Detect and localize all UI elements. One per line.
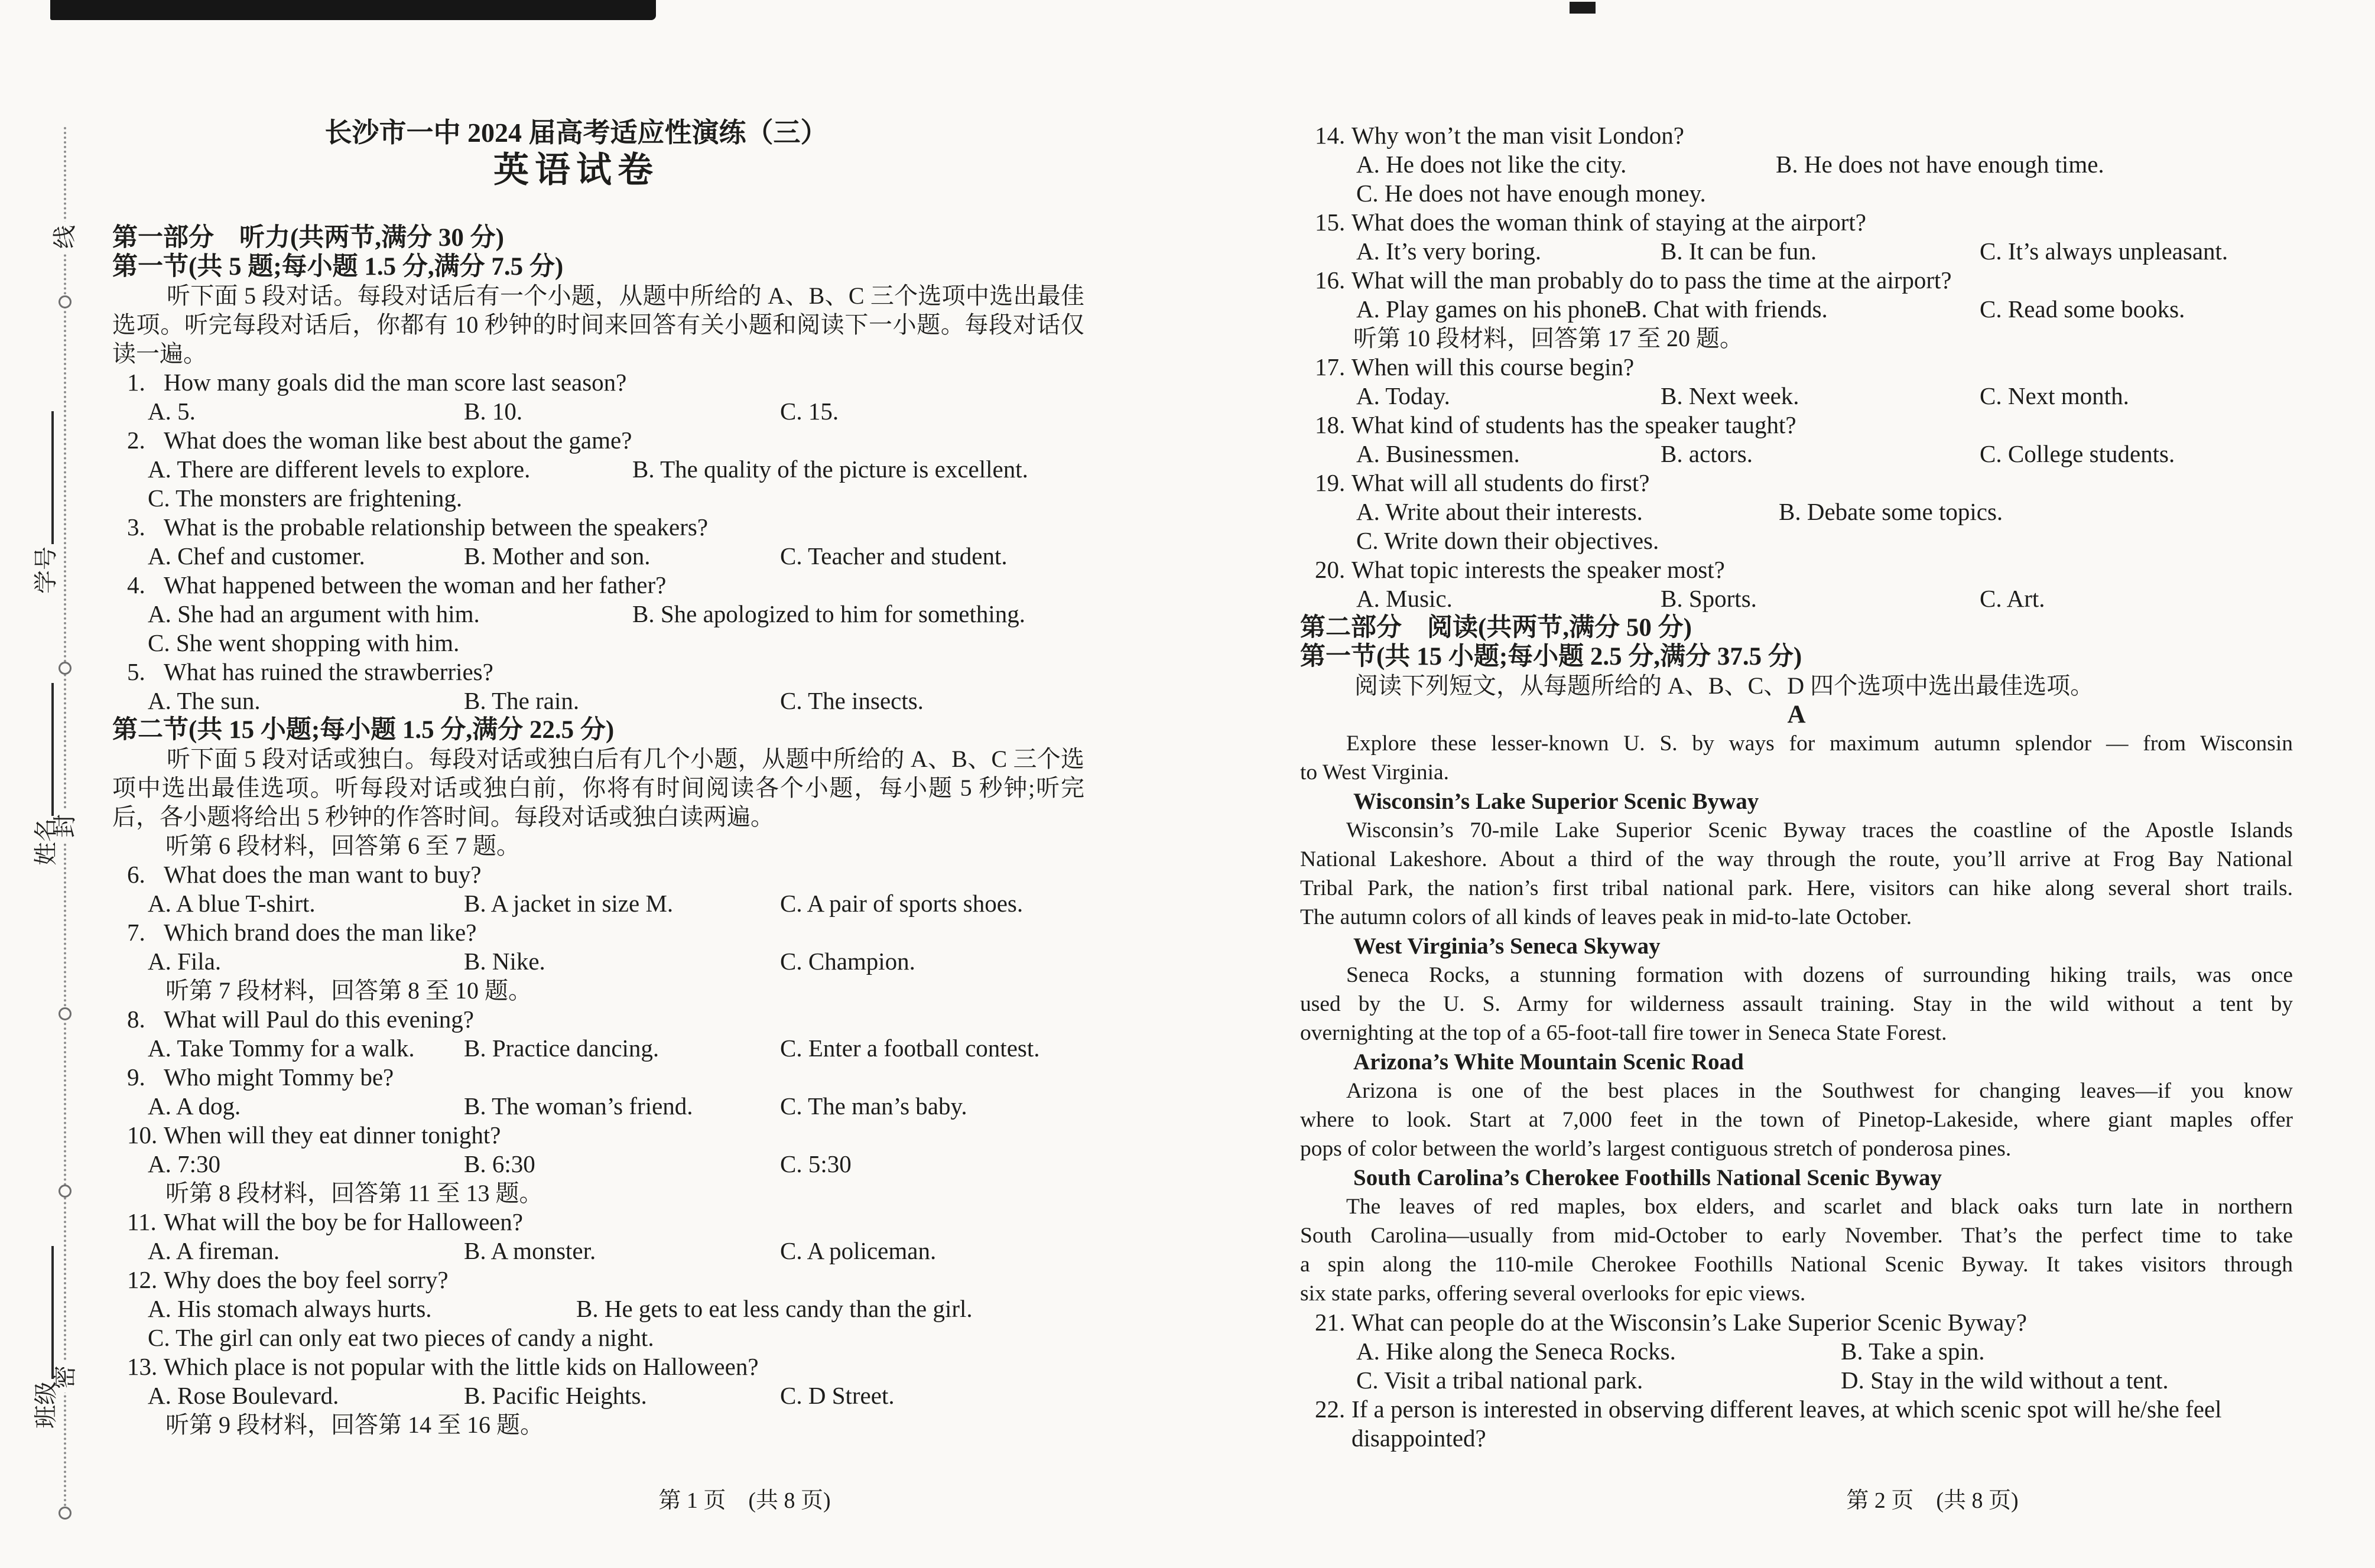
question-line	[112, 368, 1084, 397]
margin-label-text: 班级	[33, 1381, 59, 1429]
section-heading: 第二节(共 15 小题;每小题 1.5 分,满分 22.5 分)	[112, 716, 615, 744]
option: C. The insects.	[780, 687, 924, 714]
question-line	[112, 658, 1084, 687]
passage-heading: Wisconsin’s Lake Superior Scenic Byway	[1353, 789, 1759, 814]
option: A. Write about their interests.	[1356, 498, 1643, 525]
option: A. Play games on his phone.	[1356, 295, 1633, 323]
listening-cue: 听第 8 段材料，回答第 11 至 13 题。	[165, 1180, 543, 1206]
options-row	[112, 629, 1084, 658]
exam-session-title: 长沙市一中 2024 届高考适应性演练（三）	[324, 118, 828, 148]
option: C. A pair of sports shoes.	[780, 890, 1024, 917]
question-text: What will Paul do this evening?	[164, 1006, 474, 1033]
option: B. A jacket in size M.	[464, 890, 674, 917]
question-text: Why won’t the man visit London?	[1351, 122, 1684, 149]
question-text: Who might Tommy be?	[164, 1063, 394, 1091]
passage-line: six state parks, offering several overlooks for epic views.	[1300, 1281, 1806, 1306]
options-row	[112, 1237, 1084, 1266]
page-1-footer: 第 1 页 (共 8 页)	[658, 1488, 831, 1513]
question-text: Why does the boy feel sorry?	[164, 1266, 449, 1293]
option: C. 5:30	[780, 1150, 852, 1177]
instruction-line: 后，各小题将给出 5 秒钟的作答时间。每段对话或独白读两遍。	[112, 803, 774, 830]
question-text: What will the man probably do to pass the time at the airport?	[1351, 266, 1952, 294]
question-number: 11.	[127, 1208, 157, 1235]
question-number: 14.	[1315, 122, 1346, 149]
margin-blank-underline	[28, 683, 54, 816]
question-line	[1300, 266, 2293, 295]
options-row	[1300, 1366, 2293, 1395]
option: B. Mother and son.	[464, 542, 651, 570]
section-heading: 第一节(共 5 题;每小题 1.5 分,满分 7.5 分)	[112, 253, 564, 281]
question-text: Which place is not popular with the little kids on Halloween?	[164, 1353, 759, 1380]
option: B. Debate some topics.	[1779, 498, 2003, 525]
options-row	[112, 600, 1084, 629]
passage-label-a: A	[1787, 701, 1806, 728]
margin-label-name	[27, 683, 61, 866]
options-row	[112, 687, 1084, 715]
options-row	[112, 484, 1084, 513]
passage-line: pops of color between the world’s largest contiguous stretch of ponderosa pines.	[1300, 1137, 2012, 1161]
option: C. College students.	[1980, 440, 2175, 467]
question-line	[1300, 353, 2293, 382]
question-text: If a person is interested in observing different leaves, at which scenic spot will he/she feel	[1351, 1395, 2222, 1423]
question-number: 22.	[1315, 1395, 1346, 1423]
instruction-line: 项中选出最佳选项。听每段对话或独白前，你将有时间阅读各个小题，每小题 5 秒钟;听完	[112, 775, 1084, 801]
instruction-line: 阅读下列短文，从每题所给的 A、B、C、D 四个选项中选出最佳选项。	[1354, 672, 2094, 699]
seal-char-mi: 密	[50, 1362, 80, 1393]
question-number: 7.	[127, 919, 145, 946]
instruction-line: 选项。听完每段对话后，你都有 10 秒钟的时间来回答有关小题和阅读下一小题。每段对话仅	[112, 311, 1084, 338]
question-line	[1300, 555, 2293, 584]
options-row	[112, 947, 1084, 976]
option: B. Sports.	[1661, 585, 1757, 612]
options-row	[1300, 150, 2293, 179]
options-row	[1300, 526, 2293, 555]
question-number: 13.	[127, 1353, 158, 1380]
question-text: What does the woman think of staying at the airport?	[1351, 209, 1867, 236]
seal-dot	[59, 662, 72, 675]
paper-title: 英语试卷	[493, 151, 659, 190]
question-text: What has ruined the strawberries?	[164, 658, 493, 685]
option: C. Write down their objectives.	[1356, 527, 1659, 554]
option: B. The rain.	[464, 687, 580, 714]
question-number: 8.	[127, 1006, 145, 1033]
option: B. He does not have enough time.	[1776, 151, 2104, 178]
section-heading: 第一节(共 15 小题;每小题 2.5 分,满分 37.5 分)	[1300, 643, 1802, 671]
question-text: What kind of students has the speaker taught?	[1351, 411, 1796, 438]
passage-heading: South Carolina’s Cherokee Foothills National Scenic Byway	[1353, 1165, 1942, 1190]
option: B. Pacific Heights.	[464, 1382, 647, 1409]
question-number: 12.	[127, 1266, 158, 1293]
question-line	[112, 1063, 1084, 1092]
question-line	[1300, 411, 2293, 440]
listening-cue: 听第 6 段材料，回答第 6 至 7 题。	[165, 832, 520, 859]
option: A. A dog.	[148, 1092, 241, 1120]
question-text: Which brand does the man like?	[164, 919, 477, 946]
option: C. Next month.	[1980, 382, 2129, 409]
instruction-line: 听下面 5 段对话。每段对话后有一个小题，从题中所给的 A、B、C 三个选项中选出最佳	[167, 282, 1084, 309]
passage-line: to West Virginia.	[1300, 760, 1450, 785]
passage-line: The autumn colors of all kinds of leaves peak in mid-to-late October.	[1300, 905, 1912, 929]
question-line	[112, 1352, 1084, 1381]
passage-heading: Arizona’s White Mountain Scenic Road	[1353, 1049, 1744, 1075]
question-text: What will all students do first?	[1351, 469, 1650, 496]
options-row	[1300, 382, 2293, 411]
options-row	[1300, 1337, 2293, 1366]
options-row	[1300, 179, 2293, 208]
question-text: When will they eat dinner tonight?	[164, 1121, 501, 1149]
section-heading: 第二部分 阅读(共两节,满分 50 分)	[1300, 614, 1692, 642]
option: A. 7:30	[148, 1150, 220, 1177]
option: B. Practice dancing.	[464, 1035, 659, 1062]
option: B. She apologized to him for something.	[632, 600, 1026, 627]
option: A. His stomach always hurts.	[148, 1295, 432, 1322]
margin-blank-underline	[28, 1246, 54, 1379]
options-row	[1300, 237, 2293, 266]
question-text: What topic interests the speaker most?	[1351, 556, 1725, 583]
question-number: 1.	[127, 369, 145, 396]
question-text: When will this course begin?	[1351, 353, 1635, 380]
passage-line: overnighting at the top of a 65-foot-tall fire tower in Seneca State Forest.	[1300, 1021, 1947, 1045]
question-line	[112, 1208, 1084, 1237]
question-number: 2.	[127, 427, 145, 454]
question-number: 19.	[1315, 469, 1346, 496]
question-line	[112, 1266, 1084, 1294]
option: B. Take a spin.	[1841, 1338, 1985, 1365]
listening-cue: 听第 9 段材料，回答第 14 至 16 题。	[165, 1411, 544, 1438]
question-number: 20.	[1315, 556, 1346, 583]
passage-line: Tribal Park, the nation’s first tribal national park. Here, visitors can hike along several short trails.	[1300, 876, 2293, 900]
margin-label-class	[27, 1246, 61, 1429]
options-row	[112, 1092, 1084, 1121]
option: A. Hike along the Seneca Rocks.	[1356, 1338, 1676, 1365]
question-text: How many goals did the man score last season?	[164, 369, 627, 396]
options-row	[112, 1294, 1084, 1323]
options-row	[112, 1150, 1084, 1179]
scan-artifact-mark	[1570, 2, 1596, 14]
option: C. It’s always unpleasant.	[1980, 238, 2228, 265]
option: C. A policeman.	[780, 1237, 937, 1264]
listening-cue: 听第 7 段材料，回答第 8 至 10 题。	[165, 977, 532, 1004]
seal-dot	[59, 1507, 72, 1520]
question-text: What does the woman like best about the game?	[164, 427, 632, 454]
option: A. Fila.	[148, 948, 222, 975]
options-row	[1300, 440, 2293, 469]
option: B. It can be fun.	[1661, 238, 1817, 265]
seal-char-xian: 线	[50, 222, 80, 252]
options-row	[1300, 295, 2293, 324]
option: A. Chef and customer.	[148, 542, 365, 570]
question-line	[112, 1005, 1084, 1034]
options-row	[1300, 584, 2293, 613]
passage-line: Seneca Rocks, a stunning formation with dozens of surrounding hiking trails, was once	[1346, 963, 2293, 987]
question-number: 6.	[127, 861, 145, 888]
passage-line: National Lakeshore. About a third of the way through the route, you’ll arrive at Frog Bay National	[1300, 847, 2293, 871]
question-line	[1300, 1395, 2293, 1424]
instruction-line: 读一遍。	[112, 340, 207, 367]
scan-artifact-bar	[50, 0, 656, 20]
question-line	[1300, 208, 2293, 237]
question-number: 17.	[1315, 353, 1346, 380]
option: C. Champion.	[780, 948, 915, 975]
seal-dot	[59, 1185, 72, 1198]
options-row	[112, 455, 1084, 484]
option: B. He gets to eat less candy than the girl.	[576, 1295, 973, 1322]
passage-line: Wisconsin’s 70-mile Lake Superior Scenic Byway traces the coastline of the Apostle Islands	[1346, 818, 2293, 842]
passage-heading: West Virginia’s Seneca Skyway	[1353, 933, 1661, 959]
passage-line: Explore these lesser-known U. S. by ways for maximum autumn splendor — from Wisconsin	[1346, 731, 2293, 756]
question-text: What happened between the woman and her father?	[164, 571, 667, 598]
question-line	[112, 918, 1084, 947]
question-number: 9.	[127, 1063, 145, 1091]
options-row	[1300, 497, 2293, 526]
options-row	[112, 889, 1084, 918]
option: C. Visit a tribal national park.	[1356, 1367, 1643, 1394]
question-line	[1300, 1308, 2293, 1337]
listening-cue: 听第 10 段材料，回答第 17 至 20 题。	[1353, 325, 1743, 352]
option: A. The sun.	[148, 687, 261, 714]
options-row	[112, 1323, 1084, 1352]
option: C. Read some books.	[1980, 295, 2185, 323]
option: A. He does not like the city.	[1356, 151, 1627, 178]
question-number: 16.	[1315, 266, 1346, 294]
question-line	[112, 513, 1084, 542]
question-number: 5.	[127, 658, 145, 685]
option: A. Rose Boulevard.	[148, 1382, 339, 1409]
page-2-column	[1300, 121, 2293, 1453]
question-number: 10.	[127, 1121, 158, 1149]
option: B. The quality of the picture is excellent.	[632, 456, 1028, 483]
question-line	[112, 860, 1084, 889]
option: C. 15.	[780, 398, 839, 425]
option: C. D Street.	[780, 1382, 895, 1409]
passage-line: The leaves of red maples, box elders, and scarlet and black oaks turn late in northern	[1346, 1195, 2293, 1219]
question-line	[112, 571, 1084, 600]
seal-char-feng: 封	[50, 811, 80, 841]
passage-line: where to look. Start at 7,000 feet in the town of Pinetop-Lakeside, where giant maples offer	[1300, 1108, 2293, 1132]
option: A. There are different levels to explore.	[148, 456, 531, 483]
option: B. Chat with friends.	[1625, 295, 1828, 323]
option: A. She had an argument with him.	[148, 600, 480, 627]
option: A. Businessmen.	[1356, 440, 1520, 467]
question-text: What does the man want to buy?	[164, 861, 482, 888]
question-number: 15.	[1315, 209, 1346, 236]
option: A. Today.	[1356, 382, 1450, 409]
options-row	[112, 397, 1084, 426]
option: A. It’s very boring.	[1356, 238, 1542, 265]
passage-line: a spin along the 110-mile Cherokee Foothills National Scenic Byway. It takes visitors through	[1300, 1253, 2293, 1277]
question-number: 4.	[127, 571, 145, 598]
option: B. 10.	[464, 398, 523, 425]
option: C. The monsters are frightening.	[148, 484, 463, 512]
question-line	[112, 426, 1084, 455]
question-line	[112, 1121, 1084, 1150]
passage-line: South Carolina—usually from mid-October to early November. That’s the perfect time to take	[1300, 1224, 2293, 1248]
option: B. Nike.	[464, 948, 545, 975]
option: B. 6:30	[464, 1150, 535, 1177]
margin-label-student-id	[27, 411, 61, 594]
options-row	[112, 542, 1084, 571]
page-1-column	[112, 223, 1084, 1439]
page-2-footer: 第 2 页 (共 8 页)	[1846, 1488, 2019, 1513]
margin-blank-underline	[28, 411, 54, 544]
seal-dot	[59, 1007, 72, 1020]
question-number: 18.	[1315, 411, 1346, 438]
question-text: What is the probable relationship between the speakers?	[164, 513, 709, 541]
section-heading: 第一部分 听力(共两节,满分 30 分)	[112, 224, 504, 252]
option: B. The woman’s friend.	[464, 1092, 693, 1120]
question-number: 21.	[1315, 1309, 1346, 1336]
options-row	[112, 1034, 1084, 1063]
margin-label-text: 姓名	[33, 818, 59, 866]
option: B. actors.	[1661, 440, 1753, 467]
question-line	[1300, 121, 2293, 150]
option: A. Take Tommy for a walk.	[148, 1035, 415, 1062]
question-text: What can people do at the Wisconsin’s Lake Superior Scenic Byway?	[1351, 1309, 2027, 1336]
option: C. Art.	[1980, 585, 2045, 612]
options-row	[112, 1381, 1084, 1410]
seal-dot	[59, 295, 72, 308]
question-line	[1300, 469, 2293, 497]
margin-label-text: 学号	[33, 546, 59, 594]
question-text: What will the boy be for Halloween?	[164, 1208, 523, 1235]
option: D. Stay in the wild without a tent.	[1841, 1367, 2169, 1394]
option: B. Next week.	[1661, 382, 1799, 409]
option: C. He does not have enough money.	[1356, 180, 1706, 207]
question-continuation: disappointed?	[1351, 1424, 1486, 1452]
option: C. She went shopping with him.	[148, 629, 460, 656]
option: A. A blue T-shirt.	[148, 890, 316, 917]
option: C. Enter a football contest.	[780, 1035, 1040, 1062]
option: C. Teacher and student.	[780, 542, 1008, 570]
option: A. Music.	[1356, 585, 1453, 612]
passage-line: used by the U. S. Army for wilderness assault training. Stay in the wild without a tent by	[1300, 992, 2293, 1016]
passage-line: Arizona is one of the best places in the Southwest for changing leaves—if you know	[1346, 1079, 2293, 1103]
option: C. The girl can only eat two pieces of candy a night.	[148, 1324, 654, 1351]
instruction-line: 听下面 5 段对话或独白。每段对话或独白后有几个小题，从题中所给的 A、B、C 三个选	[167, 746, 1084, 772]
option: B. A monster.	[464, 1237, 596, 1264]
option: A. 5.	[148, 398, 196, 425]
question-number: 3.	[127, 513, 145, 541]
option: A. A fireman.	[148, 1237, 280, 1264]
option: C. The man’s baby.	[780, 1092, 967, 1120]
